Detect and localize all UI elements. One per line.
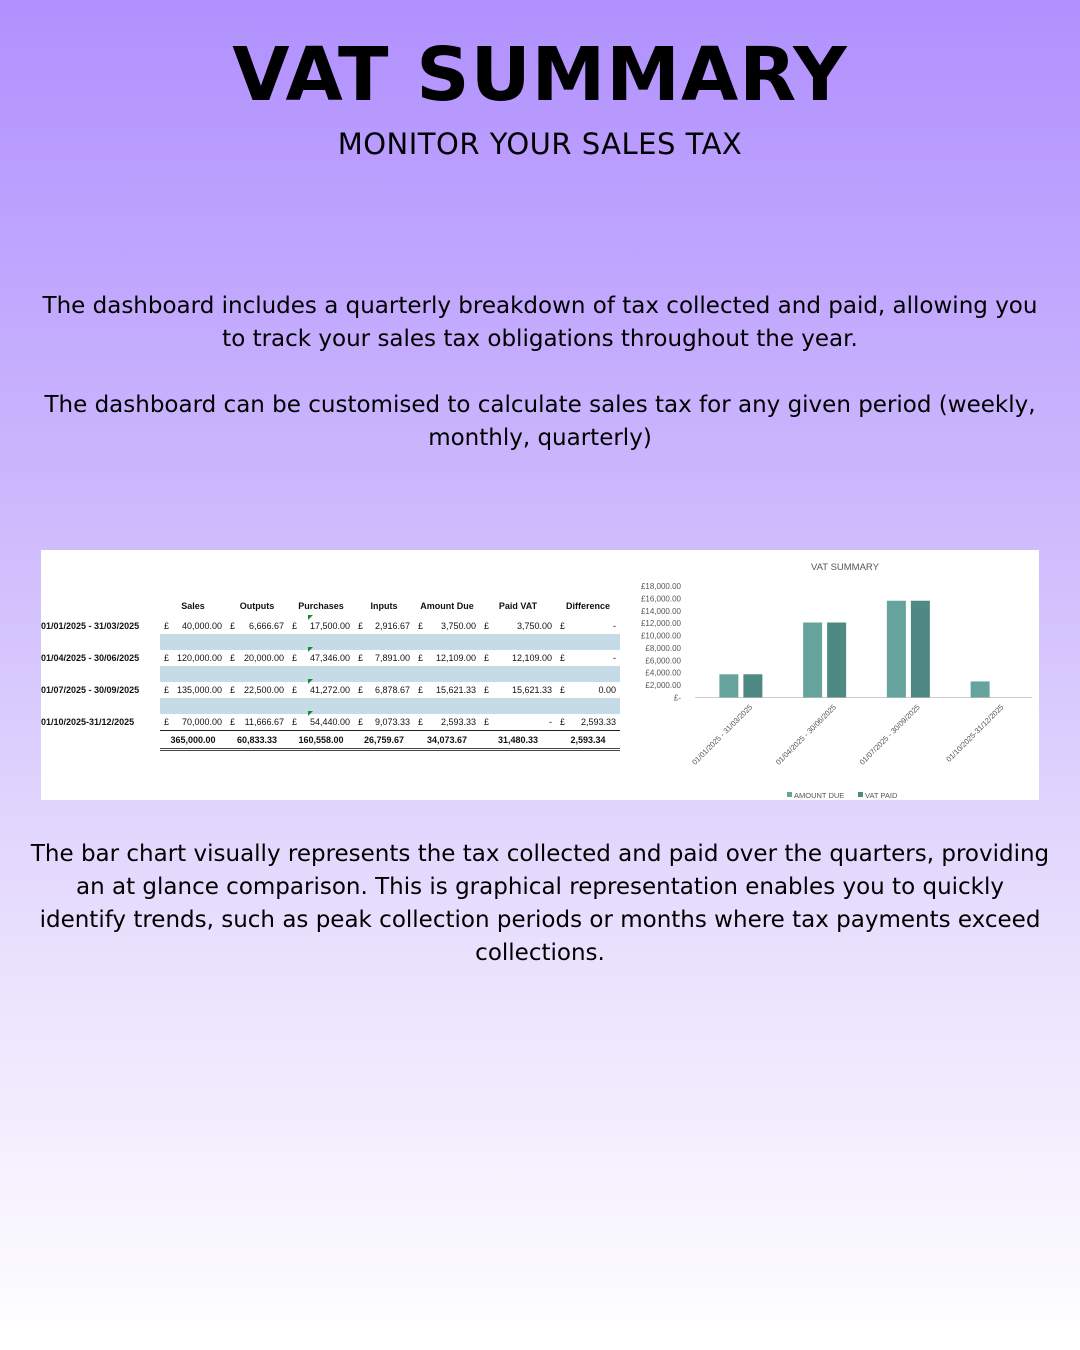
cell-value: 54,440.00 bbox=[309, 717, 350, 727]
row-separator bbox=[41, 634, 620, 650]
bar-amount-due bbox=[971, 681, 990, 697]
bar-amount-due bbox=[803, 622, 822, 697]
currency-symbol: £ bbox=[292, 685, 298, 695]
cell-difference bbox=[556, 650, 620, 666]
currency-symbol: £ bbox=[484, 653, 490, 663]
cell-amount-due bbox=[414, 682, 480, 698]
page-title: VAT SUMMARY bbox=[232, 32, 848, 118]
legend-label: AMOUNT DUE bbox=[794, 791, 845, 800]
x-tick-label: 01/07/2025 - 30/09/2025 bbox=[857, 702, 922, 767]
row-period: 01/04/2025 - 30/06/2025 bbox=[41, 653, 140, 663]
col-header-difference: Difference bbox=[565, 601, 610, 611]
bar-amount-due bbox=[887, 601, 906, 698]
cell-value: 7,891.00 bbox=[374, 653, 410, 663]
currency-symbol: £ bbox=[164, 685, 170, 695]
y-tick-label: £16,000.00 bbox=[640, 594, 681, 604]
cell-difference bbox=[556, 714, 620, 731]
currency-symbol: £ bbox=[560, 621, 566, 631]
currency-symbol: £ bbox=[418, 653, 424, 663]
cell-value: 12,109.00 bbox=[435, 653, 476, 663]
cell-value: 40,000.00 bbox=[181, 621, 222, 631]
currency-symbol: £ bbox=[164, 717, 170, 727]
cell-amount-due bbox=[414, 650, 480, 666]
total-inputs: 26,759.67 bbox=[354, 731, 414, 750]
currency-symbol: £ bbox=[484, 621, 490, 631]
col-header-amount-due: Amount Due bbox=[420, 601, 474, 611]
vat-table bbox=[41, 594, 620, 751]
cell-value: 70,000.00 bbox=[181, 717, 222, 727]
table-row bbox=[41, 618, 620, 634]
bar-vat-paid bbox=[911, 601, 930, 698]
cell-inputs bbox=[354, 618, 414, 634]
chart-title: VAT SUMMARY bbox=[811, 562, 879, 573]
currency-symbol: £ bbox=[358, 621, 364, 631]
currency-symbol: £ bbox=[418, 717, 424, 727]
cell-value: 120,000.00 bbox=[176, 653, 222, 663]
cell-value: 2,593.33 bbox=[440, 717, 476, 727]
x-tick-label: 01/10/2025-31/12/2025 bbox=[944, 702, 1006, 764]
cell-difference bbox=[556, 682, 620, 698]
intro-paragraph: The dashboard includes a quarterly breakdown of tax collected and paid, allowing you to track your sales tax obligations throughout the year. bbox=[42, 293, 1038, 352]
cell-amount-due bbox=[414, 714, 480, 731]
page-subtitle: MONITOR YOUR SALES TAX bbox=[337, 127, 743, 161]
cell-value: 12,109.00 bbox=[511, 653, 552, 663]
cell-flag-icon bbox=[308, 679, 313, 684]
cell-value: 22,500.00 bbox=[243, 685, 284, 695]
y-tick-label: £6,000.00 bbox=[645, 656, 681, 666]
cell-paid-vat bbox=[480, 682, 556, 698]
total-purchases: 160,558.00 bbox=[288, 731, 354, 750]
table-row bbox=[41, 714, 620, 731]
currency-symbol: £ bbox=[230, 717, 236, 727]
cell-purchases bbox=[288, 714, 354, 731]
currency-symbol: £ bbox=[418, 621, 424, 631]
cell-purchases bbox=[288, 618, 354, 634]
cell-paid-vat bbox=[480, 618, 556, 634]
y-tick-label: £18,000.00 bbox=[640, 582, 681, 591]
cell-value: 3,750.00 bbox=[440, 621, 476, 631]
col-header-inputs: Inputs bbox=[370, 601, 398, 611]
cell-value: 47,346.00 bbox=[309, 653, 350, 663]
cell-value: 3,750.00 bbox=[516, 621, 552, 631]
y-tick-label: £- bbox=[673, 693, 681, 703]
col-header-purchases: Purchases bbox=[298, 601, 344, 611]
row-period: 01/10/2025-31/12/2025 bbox=[41, 717, 135, 728]
cell-value: 135,000.00 bbox=[176, 685, 222, 695]
y-tick-label: £4,000.00 bbox=[645, 668, 681, 678]
cell-value: 15,621.33 bbox=[511, 685, 552, 695]
bar-vat-paid bbox=[743, 674, 762, 697]
total-sales: 365,000.00 bbox=[160, 731, 226, 750]
cell-value: 9,073.33 bbox=[374, 717, 410, 727]
cell-paid-vat bbox=[480, 650, 556, 666]
cell-paid-vat bbox=[480, 714, 556, 731]
x-tick-label: 01/04/2025 - 30/06/2025 bbox=[773, 702, 839, 767]
table-body bbox=[41, 618, 620, 731]
cell-flag-icon bbox=[308, 647, 313, 652]
cell-flag-icon bbox=[308, 615, 313, 620]
cell-sales bbox=[160, 682, 226, 698]
currency-symbol: £ bbox=[358, 717, 364, 727]
cell-sales bbox=[160, 618, 226, 634]
cell-value: 41,272.00 bbox=[309, 685, 350, 695]
y-tick-label: £2,000.00 bbox=[645, 681, 681, 691]
cell-value: 20,000.00 bbox=[243, 653, 284, 663]
bar-amount-due bbox=[719, 674, 738, 697]
total-difference: 2,593.34 bbox=[556, 731, 620, 750]
cell-amount-due bbox=[414, 618, 480, 634]
currency-symbol: £ bbox=[484, 717, 490, 727]
currency-symbol: £ bbox=[560, 717, 566, 727]
cell-purchases bbox=[288, 682, 354, 698]
y-tick-label: £10,000.00 bbox=[640, 631, 681, 641]
cell-value: 6,666.67 bbox=[248, 621, 284, 631]
cell-outputs bbox=[226, 682, 288, 698]
totals-row bbox=[41, 731, 620, 750]
chart-paragraph: The bar chart visually represents the tax collected and paid over the quarters, providing an at glance comparison. This is graphical representation enables you to quickly identify trends, such as peak collection periods or months where tax payments exceed collections. bbox=[30, 841, 1050, 966]
bar-vat-paid bbox=[827, 622, 846, 697]
col-header-paid-vat: Paid VAT bbox=[498, 601, 538, 611]
cell-value: - bbox=[549, 717, 552, 727]
cell-value: 0.00 bbox=[598, 685, 616, 695]
cell-value: 11,666.67 bbox=[244, 717, 284, 727]
cell-sales bbox=[160, 650, 226, 666]
cell-flag-icon bbox=[308, 711, 313, 716]
currency-symbol: £ bbox=[230, 653, 236, 663]
currency-symbol: £ bbox=[358, 653, 364, 663]
customise-paragraph: The dashboard can be customised to calculate sales tax for any given period (weekly, monthly, quarterly) bbox=[44, 392, 1036, 451]
table-row bbox=[41, 682, 620, 698]
currency-symbol: £ bbox=[292, 717, 298, 727]
vat-bar-chart bbox=[637, 550, 1039, 800]
currency-symbol: £ bbox=[292, 653, 298, 663]
currency-symbol: £ bbox=[418, 685, 424, 695]
cell-value: - bbox=[613, 621, 616, 631]
currency-symbol: £ bbox=[164, 621, 170, 631]
currency-symbol: £ bbox=[560, 653, 566, 663]
y-tick-label: £12,000.00 bbox=[640, 619, 681, 629]
cell-value: 15,621.33 bbox=[435, 685, 476, 695]
cell-inputs bbox=[354, 682, 414, 698]
currency-symbol: £ bbox=[560, 685, 566, 695]
cell-inputs bbox=[354, 650, 414, 666]
row-separator bbox=[41, 666, 620, 682]
legend-label: VAT PAID bbox=[865, 791, 898, 800]
y-tick-label: £14,000.00 bbox=[640, 606, 681, 616]
col-header-outputs: Outputs bbox=[239, 601, 275, 611]
cell-value: 17,500.00 bbox=[309, 621, 350, 631]
cell-outputs bbox=[226, 714, 288, 731]
cell-value: 2,916.67 bbox=[374, 621, 410, 631]
total-outputs: 60,833.33 bbox=[226, 731, 288, 750]
currency-symbol: £ bbox=[484, 685, 490, 695]
currency-symbol: £ bbox=[230, 621, 236, 631]
currency-symbol: £ bbox=[164, 653, 170, 663]
row-separator bbox=[41, 698, 620, 714]
currency-symbol: £ bbox=[230, 685, 236, 695]
table-header-row bbox=[41, 594, 620, 618]
cell-value: 6,878.67 bbox=[374, 685, 410, 695]
x-tick-label: 01/01/2025 - 31/03/2025 bbox=[690, 702, 755, 767]
cell-sales bbox=[160, 714, 226, 731]
legend-swatch bbox=[787, 792, 792, 797]
row-period: 01/07/2025 - 30/09/2025 bbox=[41, 685, 140, 695]
row-period: 01/01/2025 - 31/03/2025 bbox=[41, 621, 140, 631]
total-amount-due: 34,073.67 bbox=[414, 731, 480, 750]
cell-outputs bbox=[226, 618, 288, 634]
currency-symbol: £ bbox=[292, 621, 298, 631]
table-row bbox=[41, 650, 620, 666]
legend-swatch bbox=[858, 792, 863, 797]
dashboard-screenshot bbox=[41, 550, 1039, 800]
cell-inputs bbox=[354, 714, 414, 731]
col-header-sales: Sales bbox=[181, 601, 205, 611]
cell-difference bbox=[556, 618, 620, 634]
cell-value: 2,593.33 bbox=[580, 717, 616, 727]
total-paid-vat: 31,480.33 bbox=[480, 731, 556, 750]
cell-value: - bbox=[613, 653, 616, 663]
y-tick-label: £8,000.00 bbox=[645, 643, 681, 653]
currency-symbol: £ bbox=[358, 685, 364, 695]
cell-purchases bbox=[288, 650, 354, 666]
cell-outputs bbox=[226, 650, 288, 666]
